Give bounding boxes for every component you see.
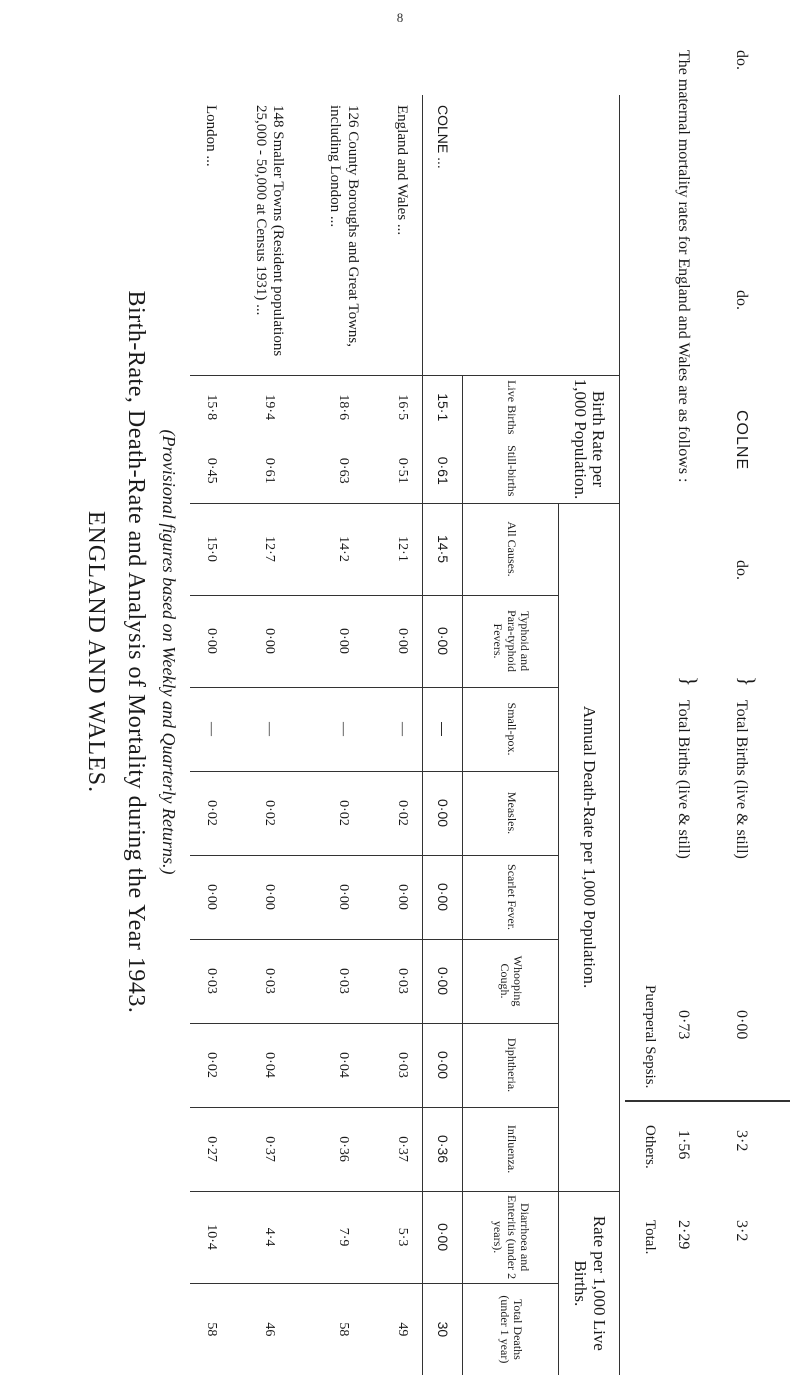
page-title: ENGLAND AND WALES. [83,510,109,794]
england-total-value: 2·29 [675,1220,692,1250]
table-cell: 0·03 [381,1023,423,1107]
colne-label: COLNE [733,410,750,471]
maternal-mortality-footnote [620,0,800,1304]
total-header: Total. [642,1220,658,1255]
table-cell: 0·04 [306,1023,381,1107]
table-cell: — [190,687,231,771]
area-label: 126 County Boroughs and Great Towns, including London ... [306,95,381,375]
table-cell: 0·02 [231,771,306,855]
table-cell: 0·00 [190,595,231,687]
table-cell: 46 [261,1322,277,1337]
table-cell: 0·51 [381,439,423,503]
brace-icon: } [677,676,702,687]
table-cell: 5·3 [381,1191,423,1283]
table-cell: 4·4 [231,1191,306,1283]
table-cell: 0·02 [381,771,423,855]
table-cell: 16·5 [394,394,410,421]
table-cell: 0·00 [381,855,423,939]
table-cell: 0·37 [381,1107,423,1191]
table-cell: 0·61 [231,439,306,503]
col-all-causes: All Causes. [463,503,559,595]
area-label: England and Wales ... [381,95,423,375]
ditto-mark: do. [733,560,750,580]
table-cell: 0·27 [190,1107,231,1191]
col-whooping-cough: Whooping Cough. [463,939,559,1023]
area-label: COLNE ... [423,95,463,375]
table-cell: 0·03 [231,939,306,1023]
ditto-mark: do. [733,290,750,310]
table-cell: — [423,687,463,771]
ditto-mark: do. [733,50,750,70]
table-cell: 0·36 [423,1107,463,1191]
total-births-label: Total Births (live & still) [733,700,750,859]
table-row [190,95,231,1375]
colne-total-value: 3·2 [733,1220,750,1242]
england-puerperal-value: 0·73 [675,1010,692,1040]
col-total-deaths: Total Deaths (under 1 year) [463,1283,559,1375]
table-cell: 49 [394,1322,410,1337]
table-cell: 0·00 [423,1191,463,1283]
table-cell: 10·4 [190,1191,231,1283]
table-cell: 0·45 [190,439,231,503]
brace-icon: } [735,676,760,687]
table-cell: 0·37 [231,1107,306,1191]
area-label: London ... [190,95,231,375]
table-row [381,95,423,1375]
table-cell: 0·04 [231,1023,306,1107]
table-cell: 0·63 [306,439,381,503]
table-cell: 12·7 [231,503,306,595]
table-cell: 0·00 [231,595,306,687]
table-cell: 0·36 [306,1107,381,1191]
page-subtitle: Birth-Rate, Death-Rate and Analysis of Mortality during the Year 1943. [123,290,149,1014]
infant-rate-header: Rate per 1,000 Live Births. [559,1191,620,1375]
table-cell: — [381,687,423,771]
table-cell: 7·9 [306,1191,381,1283]
table-cell: 19·4 [261,394,277,421]
total-births-label: Total Births (live & still) [675,700,692,859]
death-rate-header: Annual Death-Rate per 1,000 Population. [559,503,620,1191]
table-row [423,95,463,1375]
col-influenza: Influenza. [463,1107,559,1191]
table-cell: 0·00 [190,855,231,939]
table-cell: 0·00 [423,595,463,687]
table-cell: 0·00 [423,855,463,939]
table-cell: 0·00 [423,771,463,855]
colne-others-value: 3·2 [733,1130,750,1152]
table-cell: 0·61 [423,439,463,503]
table-cell: 0·00 [423,939,463,1023]
mortality-table [190,95,620,1375]
table-cell: 0·00 [306,855,381,939]
table-cell: 0·03 [190,939,231,1023]
col-diphtheria: Diphtheria. [463,1023,559,1107]
footnote-intro: The maternal mortality rates for England and Wales are as follows : [675,50,692,483]
table-cell: 0·02 [190,1023,231,1107]
col-smallpox: Small-pox. [463,687,559,771]
puerperal-sepsis-header: Puerperal Sepsis. [642,985,658,1089]
table-cell: 15·1 [423,375,463,439]
table-cell: 0·00 [306,595,381,687]
page-note: (Provisional figures based on Weekly and Quarterly Returns.) [159,429,179,875]
table-cell: 0·03 [306,939,381,1023]
table-cell: 30 [423,1283,463,1375]
table-cell: 15·8 [203,394,219,421]
page-number: 8 [396,10,404,25]
colne-puerperal-value: 0·00 [733,1010,750,1040]
col-still-births: Still-births [463,439,559,503]
table-cell: 0·00 [381,595,423,687]
col-live-births: Live Births [463,375,559,439]
table-cell: 14·5 [423,503,463,595]
col-diarrhoea: Diarrhoea and Enteritis (under 2 years). [463,1191,559,1283]
col-scarlet-fever: Scarlet Fever. [463,855,559,939]
footnote-divider [625,1100,790,1102]
england-others-value: 1·56 [675,1130,692,1160]
birth-rate-header: Birth Rate per 1,000 Population. [559,375,620,503]
table-cell: 0·00 [423,1023,463,1107]
table-cell: 58 [336,1322,352,1337]
table-cell: — [231,687,306,771]
others-header: Others. [642,1125,658,1169]
table-row [231,95,306,1375]
table-cell: 0·00 [231,855,306,939]
col-measles: Measles. [463,771,559,855]
table-cell: 18·6 [336,394,352,421]
table-cell: 12·1 [381,503,423,595]
table-cell: 0·02 [306,771,381,855]
table-cell: 14·2 [306,503,381,595]
table-cell: 0·03 [381,939,423,1023]
table-cell: 15·0 [190,503,231,595]
table-cell: 0·02 [190,771,231,855]
table-row [306,95,381,1375]
area-label: 148 Smaller Towns (Resident populations 25,000 - 50,000 at Census 1931) ... [231,95,306,375]
col-typhoid: Typhoid and Para-typhoid Fevers. [463,595,559,687]
table-cell: — [306,687,381,771]
table-cell: 58 [203,1322,219,1337]
area-header-cell [463,95,620,375]
